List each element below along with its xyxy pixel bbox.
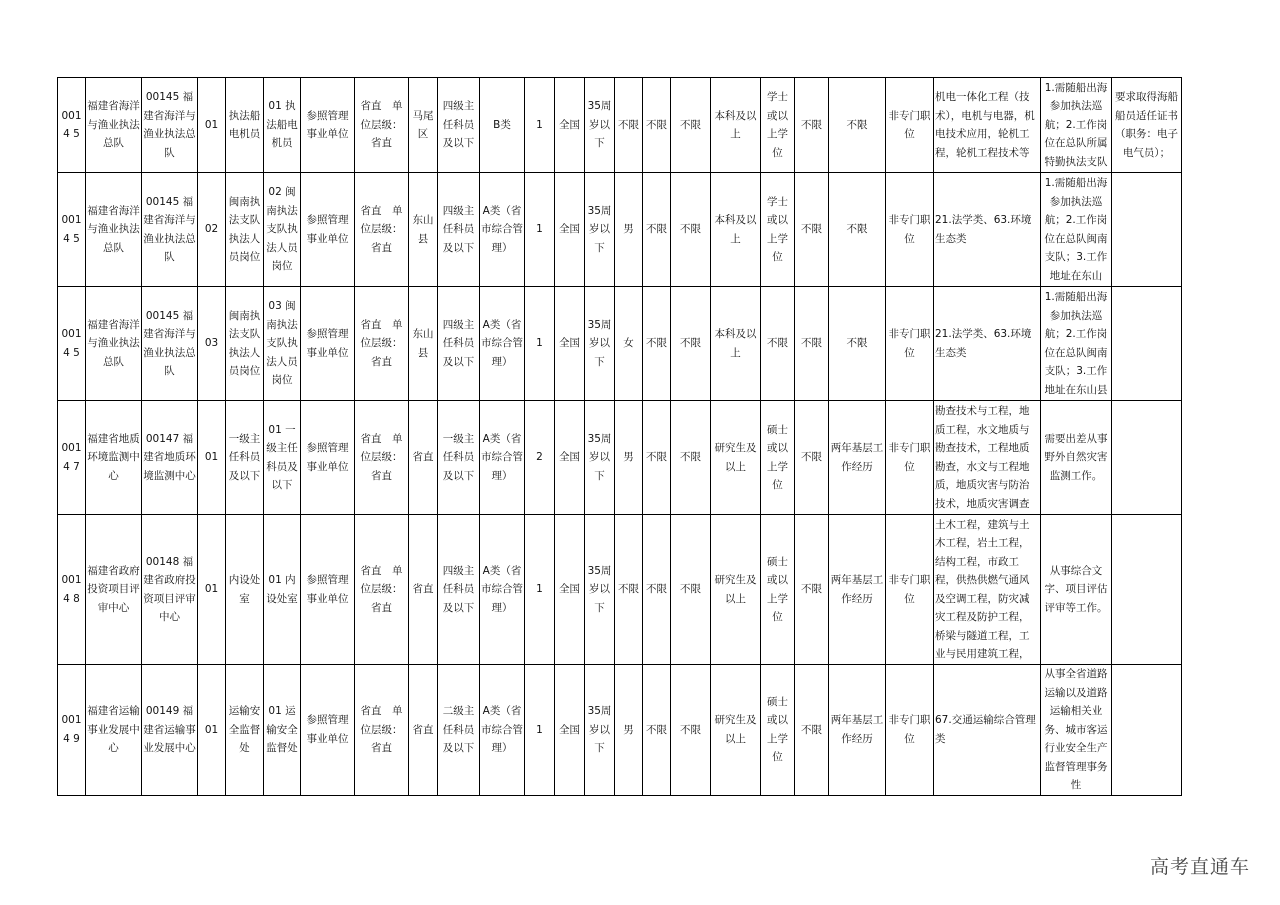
cell-ethnicity: 不限 — [643, 78, 671, 173]
cell-gender: 女 — [615, 287, 643, 401]
cell-education: 本科及以上 — [711, 173, 761, 287]
cell-unit-level: 省直 单位层级：省直 — [355, 287, 409, 401]
cell-ethnicity: 不限 — [643, 665, 671, 796]
cell-remarks: 1.需随船出海参加执法巡航；2.工作岗位在总队闽南支队；3.工作地址在东山 — [1041, 173, 1112, 287]
cell-age: 35周岁以下 — [585, 173, 615, 287]
cell-code: 0014 7 — [58, 401, 86, 515]
cell-scope: 全国 — [555, 515, 585, 665]
table-row — [58, 515, 1182, 665]
cell-scope: 全国 — [555, 401, 585, 515]
cell-ethnicity: 不限 — [643, 401, 671, 515]
cell-position-number: 02 — [198, 173, 226, 287]
cell-special-position: 非专门职位 — [886, 401, 934, 515]
cell-unit-nature: 参照管理事业单位 — [301, 515, 355, 665]
cell-other-requirements — [1112, 515, 1182, 665]
cell-profession-restriction: 不限 — [795, 173, 829, 287]
cell-profession-restriction: 不限 — [795, 665, 829, 796]
cell-ethnicity: 不限 — [643, 287, 671, 401]
cell-age: 35周岁以下 — [585, 78, 615, 173]
recruitment-table — [57, 77, 1182, 796]
cell-remarks: 1.需随船出海参加执法巡航；2.工作岗位在总队闽南支队；3.工作地址在东山县 — [1041, 287, 1112, 401]
cell-position-number: 03 — [198, 287, 226, 401]
cell-major: 勘查技术与工程，地质工程，水文地质与勘查技术，工程地质勘查，水文与工程地质，地质灾害与防治技术，地质灾害调查 — [934, 401, 1041, 515]
cell-code: 0014 5 — [58, 173, 86, 287]
cell-position-number: 01 — [198, 401, 226, 515]
cell-exam-type: A类（省市综合管理） — [480, 401, 525, 515]
cell-politics: 不限 — [671, 401, 711, 515]
cell-degree: 学士或以上学位 — [761, 173, 795, 287]
cell-code: 0014 5 — [58, 287, 86, 401]
cell-other-requirements — [1112, 401, 1182, 515]
cell-degree: 不限 — [761, 287, 795, 401]
cell-degree: 硕士或以上学位 — [761, 401, 795, 515]
cell-position-number: 01 — [198, 78, 226, 173]
cell-gender: 不限 — [615, 515, 643, 665]
cell-quota: 1 — [525, 78, 555, 173]
cell-unit-level: 省直 单位层级：省直 — [355, 665, 409, 796]
cell-location: 马尾区 — [409, 78, 438, 173]
cell-education: 本科及以上 — [711, 287, 761, 401]
cell-exam-type: A类（省市综合管理） — [480, 515, 525, 665]
cell-remarks: 1.需随船出海参加执法巡航；2.工作岗位在总队所属特勤执法支队 — [1041, 78, 1112, 173]
cell-position-id: 01 执法船电机员 — [264, 78, 301, 173]
cell-politics: 不限 — [671, 515, 711, 665]
cell-location: 省直 — [409, 515, 438, 665]
cell-age: 35周岁以下 — [585, 287, 615, 401]
cell-position-id: 01 运输安全监督处 — [264, 665, 301, 796]
cell-position-number: 01 — [198, 665, 226, 796]
cell-special-position: 非专门职位 — [886, 173, 934, 287]
cell-gender: 男 — [615, 173, 643, 287]
cell-age: 35周岁以下 — [585, 401, 615, 515]
cell-age: 35周岁以下 — [585, 665, 615, 796]
cell-gender: 男 — [615, 665, 643, 796]
cell-education: 研究生及以上 — [711, 665, 761, 796]
cell-remarks: 需要出差从事野外自然灾害监测工作。 — [1041, 401, 1112, 515]
cell-unit: 00145 福建省海洋与渔业执法总队 — [142, 78, 198, 173]
cell-work-experience: 不限 — [829, 78, 886, 173]
cell-ethnicity: 不限 — [643, 173, 671, 287]
cell-gender: 男 — [615, 401, 643, 515]
cell-major: 67.交通运输综合管理类 — [934, 665, 1041, 796]
cell-unit: 00148 福建省政府投资项目评审中心 — [142, 515, 198, 665]
cell-quota: 1 — [525, 173, 555, 287]
cell-major: 机电一体化工程（技术），电机与电器，机电技术应用，轮机工程，轮机工程技术等 — [934, 78, 1041, 173]
cell-unit-nature: 参照管理事业单位 — [301, 78, 355, 173]
cell-work-experience: 不限 — [829, 287, 886, 401]
cell-remarks: 从事全省道路运输以及道路运输相关业务、城市客运行业安全生产监督管理事务性 — [1041, 665, 1112, 796]
cell-scope: 全国 — [555, 78, 585, 173]
cell-degree: 硕士或以上学位 — [761, 665, 795, 796]
cell-unit-level: 省直 单位层级：省直 — [355, 78, 409, 173]
cell-rank: 四级主任科员及以下 — [438, 287, 480, 401]
cell-ethnicity: 不限 — [643, 515, 671, 665]
cell-exam-type: A类（省市综合管理） — [480, 287, 525, 401]
cell-department: 福建省海洋与渔业执法总队 — [86, 287, 142, 401]
cell-education: 研究生及以上 — [711, 401, 761, 515]
cell-code: 0014 9 — [58, 665, 86, 796]
cell-position-number: 01 — [198, 515, 226, 665]
cell-politics: 不限 — [671, 287, 711, 401]
cell-position-id: 01 内设处室 — [264, 515, 301, 665]
cell-quota: 1 — [525, 665, 555, 796]
cell-profession-restriction: 不限 — [795, 287, 829, 401]
cell-position-name: 内设处室 — [226, 515, 264, 665]
cell-position-name: 一级主任科员及以下 — [226, 401, 264, 515]
cell-major: 21.法学类、63.环境生态类 — [934, 173, 1041, 287]
cell-scope: 全国 — [555, 173, 585, 287]
cell-rank: 四级主任科员及以下 — [438, 515, 480, 665]
cell-other-requirements — [1112, 287, 1182, 401]
cell-unit-nature: 参照管理事业单位 — [301, 401, 355, 515]
cell-remarks: 从事综合文字、项目评估评审等工作。 — [1041, 515, 1112, 665]
cell-work-experience: 两年基层工作经历 — [829, 401, 886, 515]
cell-position-name: 执法船电机员 — [226, 78, 264, 173]
cell-major: 土木工程，建筑与土木工程，岩土工程，结构工程，市政工程，供热供燃气通风及空调工程，防灾减灾工程及防护工程，桥梁与隧道工程，工业与民用建筑工程， — [934, 515, 1041, 665]
cell-quota: 1 — [525, 287, 555, 401]
cell-work-experience: 两年基层工作经历 — [829, 665, 886, 796]
cell-location: 东山县 — [409, 173, 438, 287]
cell-special-position: 非专门职位 — [886, 665, 934, 796]
table-row — [58, 401, 1182, 515]
cell-other-requirements — [1112, 665, 1182, 796]
cell-position-name: 闽南执法支队执法人员岗位 — [226, 173, 264, 287]
cell-politics: 不限 — [671, 173, 711, 287]
cell-unit-level: 省直 单位层级：省直 — [355, 401, 409, 515]
cell-position-name: 运输安全监督处 — [226, 665, 264, 796]
cell-special-position: 非专门职位 — [886, 287, 934, 401]
cell-exam-type: B类 — [480, 78, 525, 173]
cell-quota: 2 — [525, 401, 555, 515]
cell-location: 省直 — [409, 401, 438, 515]
cell-rank: 二级主任科员及以下 — [438, 665, 480, 796]
cell-department: 福建省运输事业发展中心 — [86, 665, 142, 796]
watermark: 高考直通车 — [1149, 856, 1250, 878]
cell-code: 0014 5 — [58, 78, 86, 173]
cell-other-requirements: 要求取得海船船员适任证书（职务：电子电气员）； — [1112, 78, 1182, 173]
table-row — [58, 287, 1182, 401]
cell-code: 0014 8 — [58, 515, 86, 665]
table-row — [58, 665, 1182, 796]
cell-exam-type: A类（省市综合管理） — [480, 665, 525, 796]
cell-unit-level: 省直 单位层级：省直 — [355, 173, 409, 287]
cell-rank: 四级主任科员及以下 — [438, 78, 480, 173]
cell-major: 21.法学类、63.环境生态类 — [934, 287, 1041, 401]
cell-quota: 1 — [525, 515, 555, 665]
cell-position-id: 02 闽南执法支队执法人员岗位 — [264, 173, 301, 287]
cell-unit: 00145 福建省海洋与渔业执法总队 — [142, 287, 198, 401]
cell-location: 省直 — [409, 665, 438, 796]
cell-department: 福建省政府投资项目评审中心 — [86, 515, 142, 665]
cell-department: 福建省海洋与渔业执法总队 — [86, 173, 142, 287]
table-body — [58, 78, 1182, 796]
cell-department: 福建省地质环境监测中心 — [86, 401, 142, 515]
cell-work-experience: 不限 — [829, 173, 886, 287]
cell-education: 研究生及以上 — [711, 515, 761, 665]
cell-department: 福建省海洋与渔业执法总队 — [86, 78, 142, 173]
cell-unit: 00149 福建省运输事业发展中心 — [142, 665, 198, 796]
cell-special-position: 非专门职位 — [886, 78, 934, 173]
cell-location: 东山县 — [409, 287, 438, 401]
cell-scope: 全国 — [555, 665, 585, 796]
cell-unit-nature: 参照管理事业单位 — [301, 665, 355, 796]
cell-politics: 不限 — [671, 665, 711, 796]
cell-position-id: 03 闽南执法支队执法人员岗位 — [264, 287, 301, 401]
cell-exam-type: A类（省市综合管理） — [480, 173, 525, 287]
cell-gender: 不限 — [615, 78, 643, 173]
cell-degree: 硕士或以上学位 — [761, 515, 795, 665]
cell-profession-restriction: 不限 — [795, 78, 829, 173]
cell-scope: 全国 — [555, 287, 585, 401]
cell-unit-level: 省直 单位层级：省直 — [355, 515, 409, 665]
cell-degree: 学士或以上学位 — [761, 78, 795, 173]
cell-education: 本科及以上 — [711, 78, 761, 173]
cell-unit: 00147 福建省地质环境监测中心 — [142, 401, 198, 515]
cell-unit-nature: 参照管理事业单位 — [301, 287, 355, 401]
cell-position-id: 01 一级主任科员及以下 — [264, 401, 301, 515]
cell-other-requirements — [1112, 173, 1182, 287]
cell-rank: 四级主任科员及以下 — [438, 173, 480, 287]
cell-work-experience: 两年基层工作经历 — [829, 515, 886, 665]
cell-profession-restriction: 不限 — [795, 515, 829, 665]
cell-age: 35周岁以下 — [585, 515, 615, 665]
table-row — [58, 173, 1182, 287]
cell-position-name: 闽南执法支队执法人员岗位 — [226, 287, 264, 401]
cell-politics: 不限 — [671, 78, 711, 173]
cell-unit: 00145 福建省海洋与渔业执法总队 — [142, 173, 198, 287]
cell-profession-restriction: 不限 — [795, 401, 829, 515]
cell-rank: 一级主任科员及以下 — [438, 401, 480, 515]
cell-special-position: 非专门职位 — [886, 515, 934, 665]
cell-unit-nature: 参照管理事业单位 — [301, 173, 355, 287]
table-row — [58, 78, 1182, 173]
